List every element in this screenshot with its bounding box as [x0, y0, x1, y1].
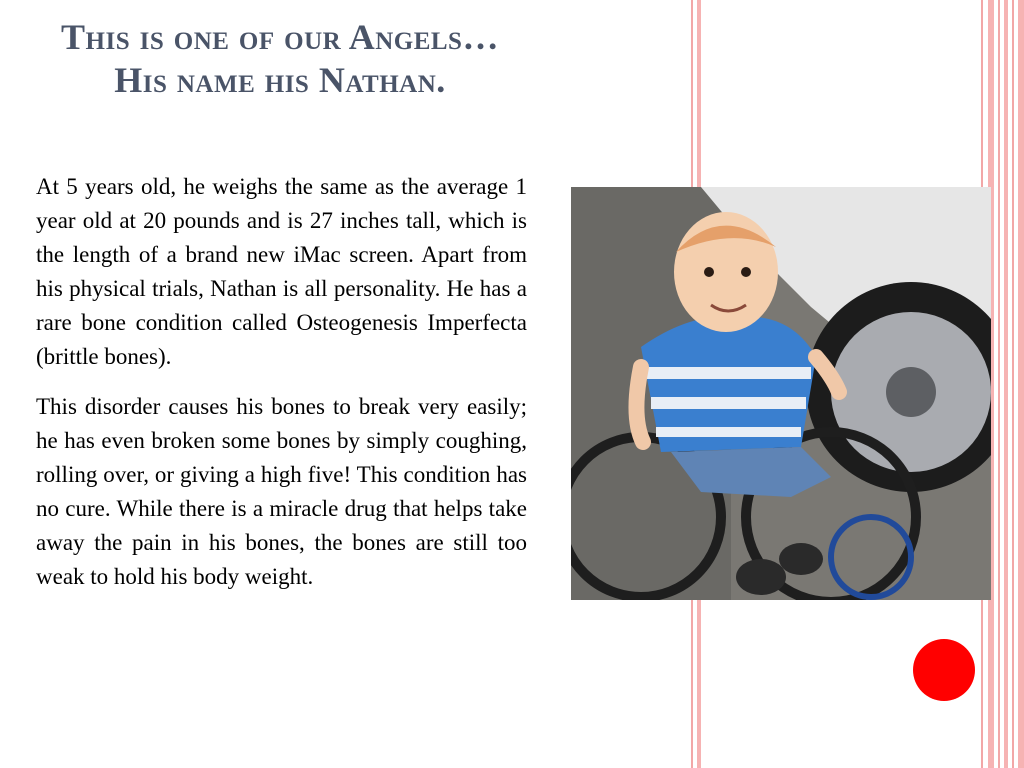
decorative-stripe: [1018, 0, 1024, 768]
red-accent-dot: [913, 639, 975, 701]
paragraph-2: This disorder causes his bones to break very easily; he has even broken some bones by simply coughing, rolling over, or giving a high five! This condition has no cure. While there is a miracle drug that helps take away the pain in his bones, the bones are still too weak to hold his body weight.: [36, 394, 527, 589]
slide-body: [36, 170, 527, 610]
decorative-stripe: [1004, 0, 1008, 768]
decorative-stripe: [1012, 0, 1014, 768]
slide-title: This is one of our Angels… His name his Nathan.: [61, 17, 499, 100]
child-wheelchair-photo: [571, 187, 991, 600]
paragraph-1: At 5 years old, he weighs the same as the average 1 year old at 20 pounds and is 27 inches tall, which is the length of a brand new iMac screen. Apart from his physical trials, Nathan is all personality. He has a rare bone condition called Osteogenesis Imperfecta (brittle bones).: [36, 174, 527, 369]
decorative-stripe: [998, 0, 1000, 768]
